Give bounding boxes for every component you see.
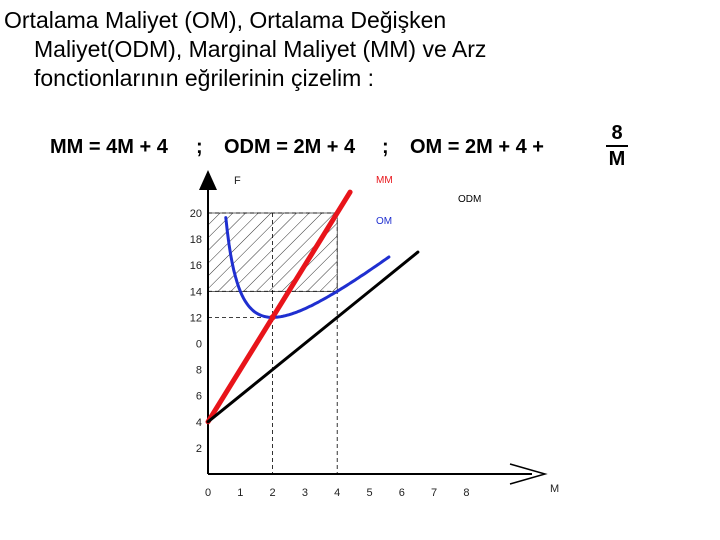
y-tick-label: 4: [195, 416, 202, 429]
formula-separator: ;: [196, 136, 203, 158]
odm-label: ODM: [458, 194, 482, 205]
title-line-3: fonctionlarının eğrilerinin çizelim :: [34, 65, 375, 91]
om-formula: OM = 2M + 4 +: [410, 136, 544, 158]
y-tick-label: 2: [195, 442, 202, 455]
x-tick-label: 0: [204, 487, 212, 499]
om-fraction-denominator: M: [608, 148, 626, 170]
y-tick-label: 18: [189, 234, 202, 247]
y-tick-label: 0: [195, 338, 202, 351]
y-axis-label: F: [234, 175, 241, 187]
odm-formula: ODM = 2M + 4: [224, 136, 356, 158]
y-tick-label: 14: [189, 286, 202, 299]
x-tick-label: 6: [398, 487, 405, 499]
y-axis-arrow: [199, 170, 217, 190]
x-tick-label: 3: [301, 487, 308, 499]
x-tick-label: 8: [463, 487, 470, 499]
om-label: OM: [376, 216, 393, 227]
mm-formula: MM = 4M + 4: [50, 136, 168, 158]
x-tick-label: 7: [431, 487, 438, 499]
intersection-point: [270, 314, 276, 320]
x-tick-label: 1: [237, 487, 244, 499]
y-tick-label: 8: [195, 364, 202, 377]
y-tick-label: 16: [189, 260, 202, 273]
x-tick-label: 4: [334, 487, 341, 499]
x-tick-label: 2: [269, 487, 276, 499]
formula-separator: ;: [382, 136, 389, 158]
y-tick-label: 20: [189, 208, 202, 220]
title-line-2: Maliyet(ODM), Marginal Maliyet (MM) ve Arz: [34, 36, 487, 62]
mm-label: MM: [376, 175, 393, 186]
y-tick-label: 6: [195, 390, 202, 403]
title-line-1: Ortalama Maliyet (OM), Ortalama Değişken: [4, 7, 447, 33]
y-tick-label: 12: [189, 312, 202, 325]
x-tick-label: 5: [366, 487, 373, 499]
curve-labels-group: [376, 175, 481, 227]
x-axis-label: M: [550, 483, 560, 495]
om-fraction-numerator: 8: [611, 122, 623, 144]
